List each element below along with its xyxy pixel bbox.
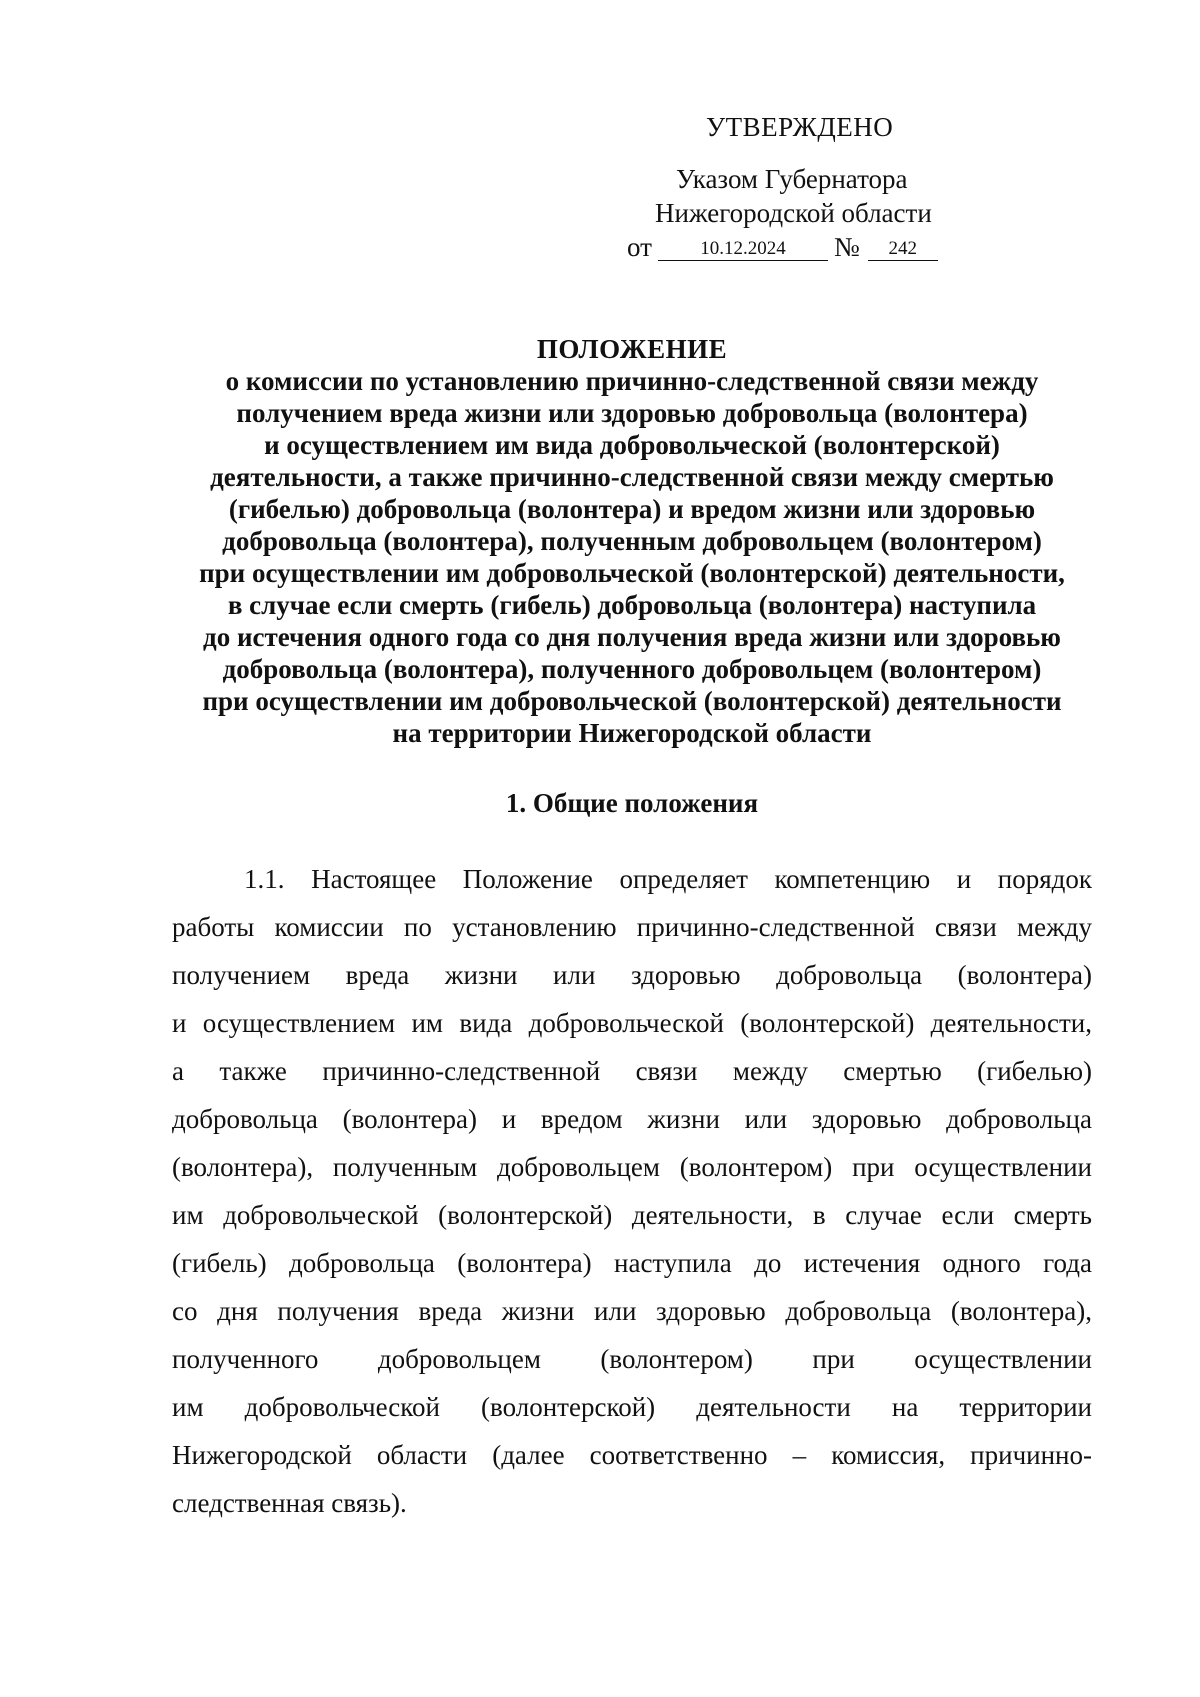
- approval-line-1: Указом Губернатора: [676, 164, 908, 194]
- paragraph-line: полученного добровольцем (волонтером) при осуществлении: [172, 1344, 1092, 1374]
- paragraph-line: со дня получения вреда жизни или здоровью добровольца (волонтера),: [172, 1296, 1092, 1326]
- paragraph-line: добровольца (волонтера) и вредом жизни или здоровью добровольца: [172, 1104, 1092, 1134]
- decree-number: 242: [868, 238, 938, 261]
- paragraph-line: следственная связь).: [172, 1488, 407, 1518]
- title-line: на территории Нижегородской области: [392, 718, 872, 748]
- title-line: получением вреда жизни или здоровью добровольца (волонтера): [236, 398, 1028, 428]
- paragraph-line: им добровольческой (волонтерской) деятельности на территории: [172, 1392, 1092, 1422]
- title-line: в случае если смерть (гибель) добровольца (волонтера) наступила: [227, 590, 1037, 620]
- title-line: добровольца (волонтера), полученного добровольцем (волонтером): [222, 654, 1042, 684]
- document-title: [172, 333, 1092, 749]
- from-label: от: [627, 232, 652, 262]
- title-main: ПОЛОЖЕНИЕ: [536, 334, 728, 364]
- paragraph-line: Нижегородской области (далее соответственно – комиссия, причинно-: [172, 1440, 1092, 1470]
- title-line: деятельности, а также причинно-следственной связи между смертью: [210, 462, 1054, 492]
- paragraph-line: а также причинно-следственной связи между смертью (гибелью): [172, 1056, 1092, 1086]
- paragraph-line: и осуществлением им вида добровольческой (волонтерской) деятельности,: [172, 1008, 1092, 1038]
- number-label: №: [833, 232, 860, 262]
- section-heading: 1. Общие положения: [505, 788, 759, 818]
- title-line: добровольца (волонтера), полученным добровольцем (волонтером): [222, 526, 1042, 556]
- title-line: о комиссии по установлению причинно-следственной связи между: [225, 366, 1039, 396]
- title-line: до истечения одного года со дня получения вреда жизни или здоровью: [203, 622, 1061, 652]
- paragraph-line: им добровольческой (волонтерской) деятельности, в случае если смерть: [172, 1200, 1092, 1230]
- paragraph-line: (волонтера), полученным добровольцем (волонтером) при осуществлении: [172, 1152, 1092, 1182]
- title-line: и осуществлением им вида добровольческой (волонтерской): [264, 430, 1000, 460]
- decree-date: 10.12.2024: [658, 238, 828, 261]
- paragraph-line: работы комиссии по установлению причинно-следственной связи между: [172, 912, 1092, 942]
- paragraph-line: 1.1. Настоящее Положение определяет компетенцию и порядок: [244, 864, 1092, 894]
- title-line: (гибелью) добровольца (волонтера) и вредом жизни или здоровью: [228, 494, 1036, 524]
- approval-line-2: Нижегородской области: [655, 198, 932, 228]
- approval-date-line: [627, 232, 938, 263]
- paragraph-1-1: [172, 855, 1092, 1527]
- title-line: при осуществлении им добровольческой (волонтерской) деятельности,: [199, 558, 1065, 588]
- paragraph-line: получением вреда жизни или здоровью добровольца (волонтера): [172, 960, 1092, 990]
- title-line: при осуществлении им добровольческой (волонтерской) деятельности: [202, 686, 1062, 716]
- approval-title: УТВЕРЖДЕНО: [706, 112, 894, 142]
- paragraph-line: (гибель) добровольца (волонтера) наступила до истечения одного года: [172, 1248, 1092, 1278]
